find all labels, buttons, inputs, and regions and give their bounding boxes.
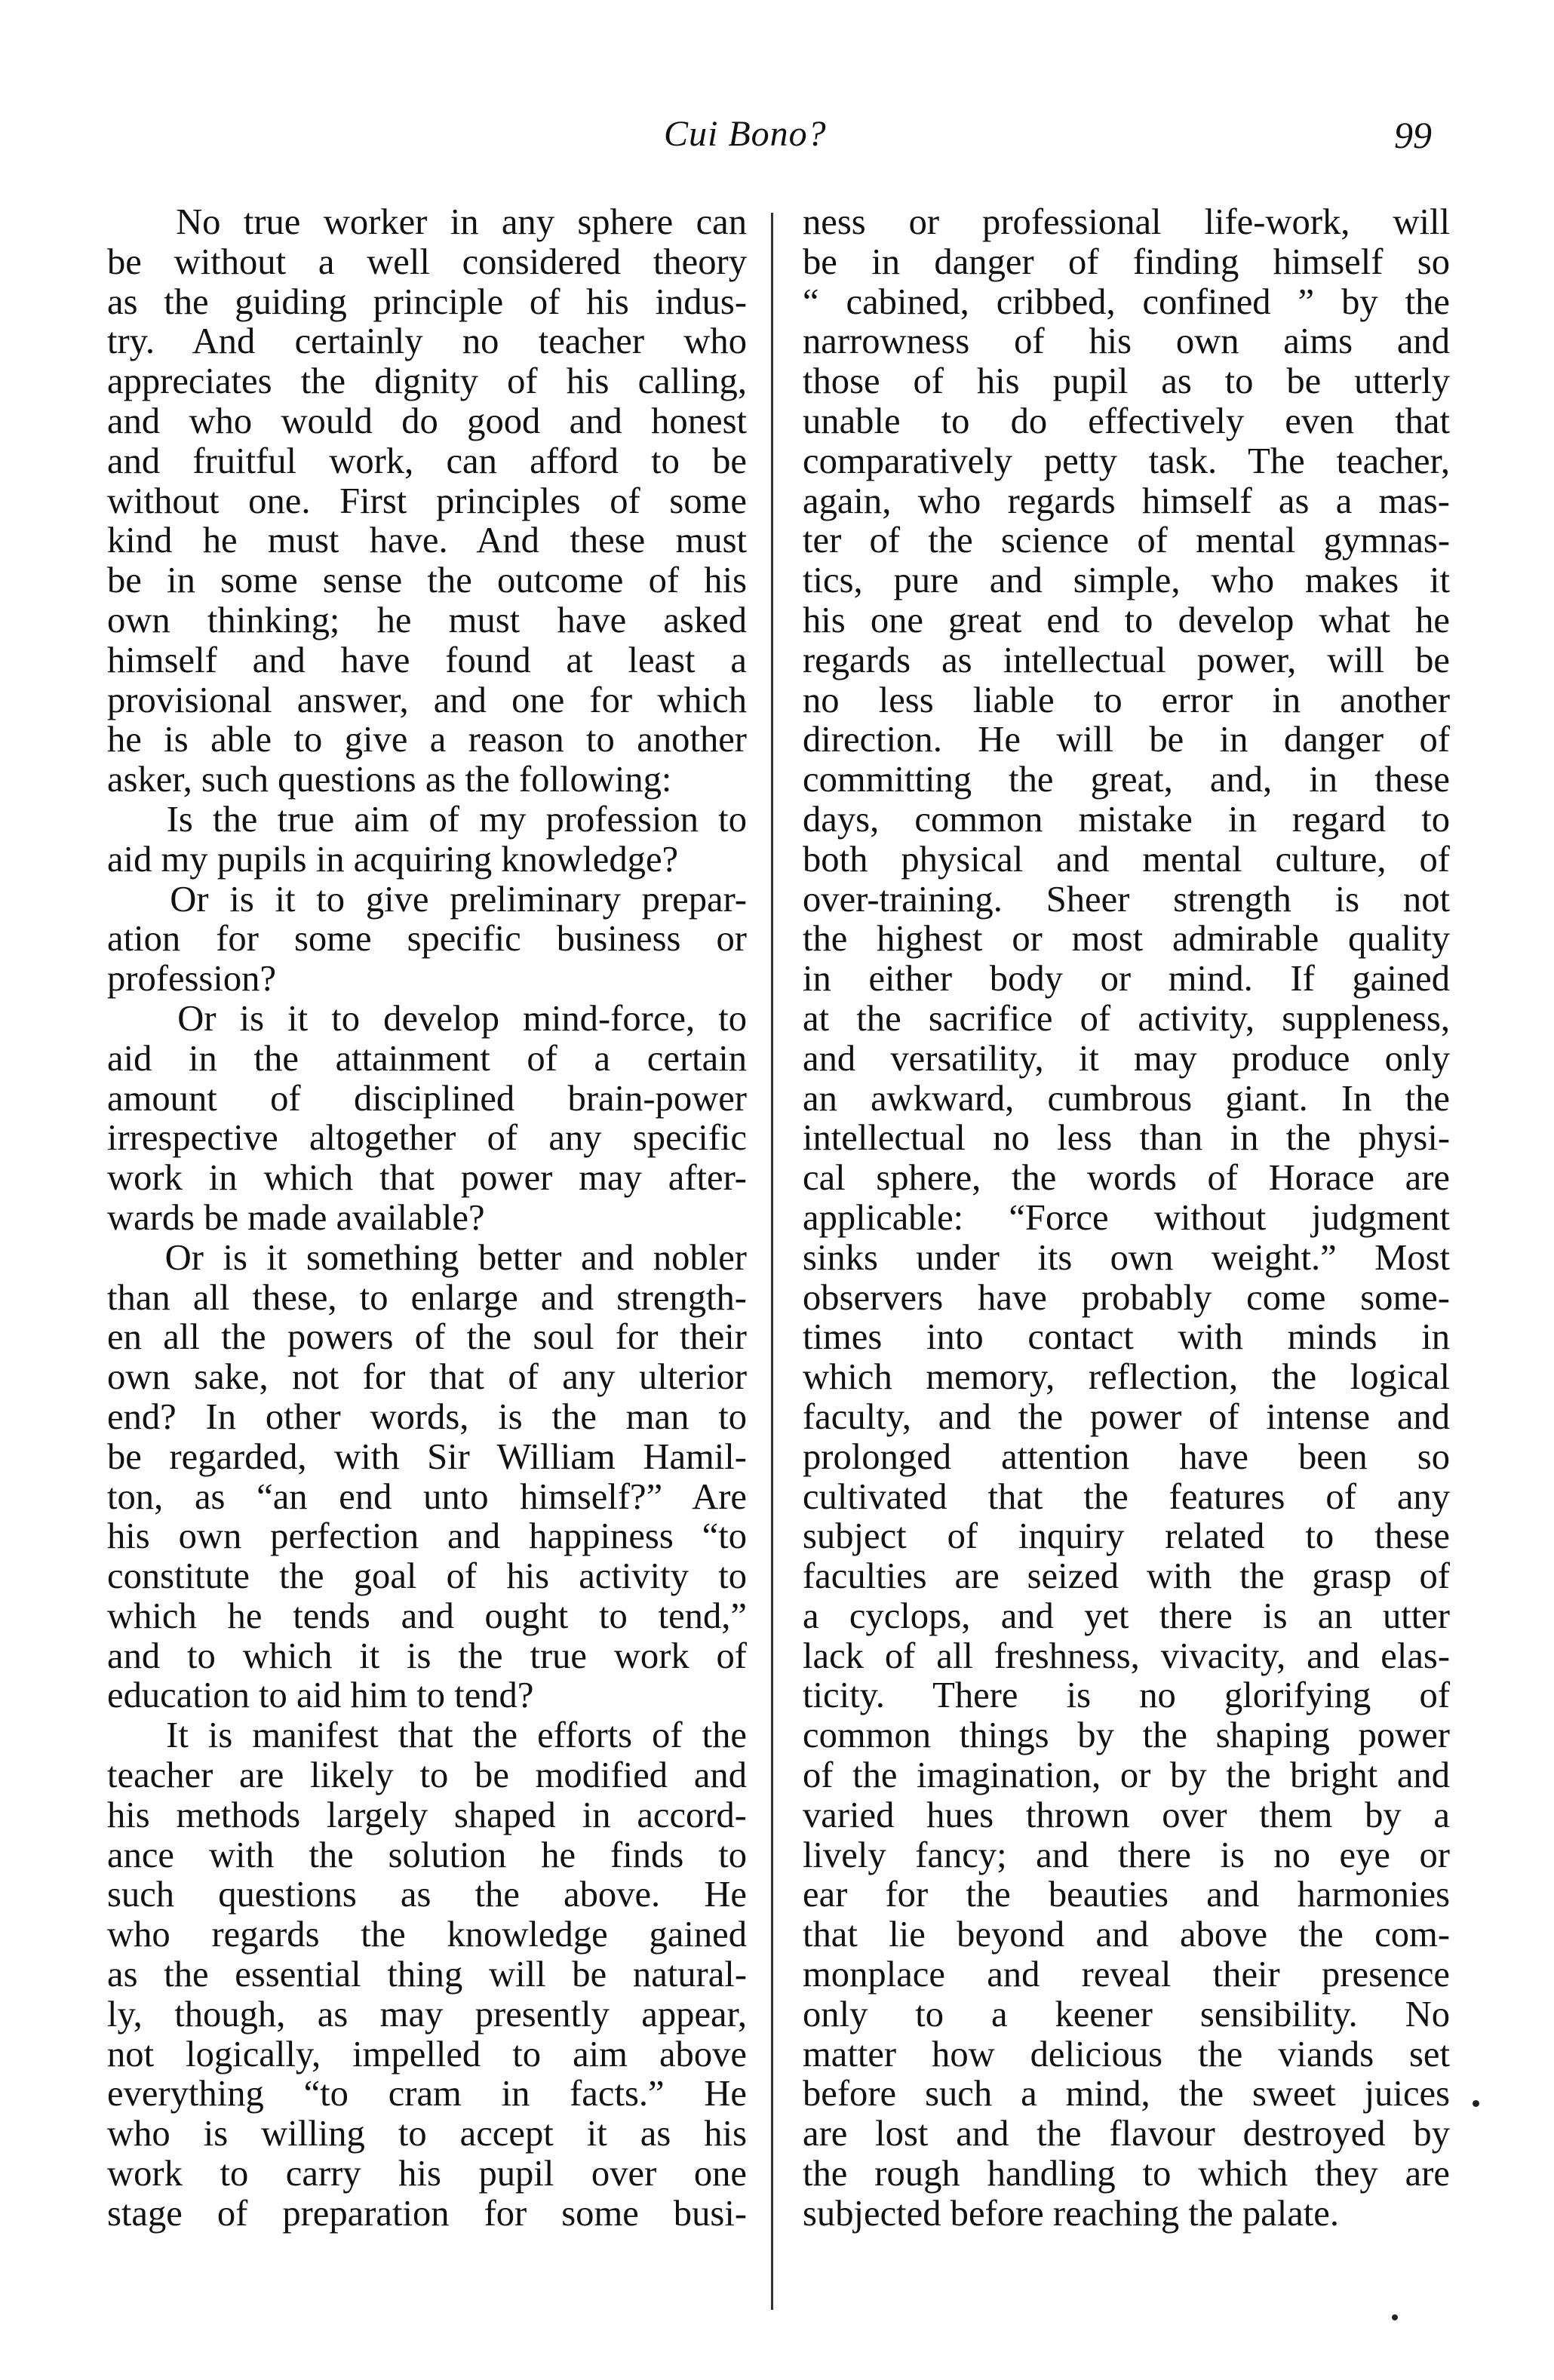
text-line: ter of the science of mental gymnas-: [803, 520, 1450, 561]
text-line: a cyclops, and yet there is an utter: [803, 1595, 1450, 1636]
text-line: lack of all freshness, vivacity, and elas-: [803, 1635, 1450, 1676]
text-line: over-training. Sheer strength is not: [803, 878, 1450, 920]
text-line: who regards the knowledge gained: [107, 1914, 747, 1955]
text-line: Or is it something better and nobler: [107, 1236, 747, 1278]
print-speck: [1473, 2100, 1479, 2107]
text-line: matter how delicious the viands set: [803, 2033, 1450, 2074]
running-title: Cui Bono?: [664, 114, 827, 154]
text-line: own thinking; he must have asked: [107, 599, 747, 640]
text-line: as the essential thing will be natural-: [107, 1954, 747, 1995]
text-line: profession?: [107, 958, 277, 1000]
text-line: observers have probably come some-: [803, 1276, 1450, 1318]
print-speck: [1392, 2314, 1398, 2320]
text-line: ly, though, as may presently appear,: [107, 1993, 747, 2035]
text-line: not logically, impelled to aim above: [107, 2033, 747, 2074]
text-line: before such a mind, the sweet juices: [803, 2073, 1450, 2114]
text-line: as the guiding principle of his indus-: [107, 281, 747, 322]
text-line: work to carry his pupil over one: [107, 2153, 747, 2194]
left-column: [107, 202, 747, 2234]
text-line: ation for some specific business or: [107, 918, 747, 960]
text-line: and fruitful work, can afford to be: [107, 440, 747, 481]
text-line: sinks under its own weight.” Most: [803, 1236, 1450, 1278]
text-line: “ cabined, cribbed, confined ” by the: [803, 281, 1450, 322]
text-line: irrespective altogether of any specific: [107, 1117, 747, 1159]
text-line: be in some sense the outcome of his: [107, 560, 747, 601]
text-line: which memory, reflection, the logical: [803, 1356, 1450, 1398]
text-line: amount of disciplined brain-power: [107, 1077, 747, 1119]
text-line: everything “to cram in facts.” He: [107, 2073, 747, 2114]
text-line: his methods largely shaped in accord-: [107, 1794, 747, 1835]
text-line: constitute the goal of his activity to: [107, 1555, 747, 1597]
text-line: be regarded, with Sir William Hamil-: [107, 1436, 747, 1477]
text-line: ance with the solution he finds to: [107, 1834, 747, 1875]
text-line: he is able to give a reason to another: [107, 719, 747, 760]
text-line: end? In other words, is the man to: [107, 1396, 747, 1437]
text-line: at the sacrifice of activity, suppleness,: [803, 997, 1450, 1039]
text-line: times into contact with minds in: [803, 1316, 1450, 1358]
text-line: of the imagination, or by the bright and: [803, 1755, 1450, 1796]
text-line: his own perfection and happiness “to: [107, 1516, 747, 1557]
text-line: those of his pupil as to be utterly: [803, 361, 1450, 402]
text-line: which he tends and ought to tend,”: [107, 1595, 747, 1636]
text-line: lively fancy; and there is no eye or: [803, 1834, 1450, 1875]
text-line: cultivated that the features of any: [803, 1476, 1450, 1517]
text-line: faculties are seized with the grasp of: [803, 1555, 1450, 1597]
text-line: that lie beyond and above the com-: [803, 1914, 1450, 1955]
right-column: [803, 202, 1450, 2234]
text-line: narrowness of his own aims and: [803, 321, 1450, 362]
text-line: cal sphere, the words of Horace are: [803, 1157, 1450, 1199]
text-line: work in which that power may after-: [107, 1157, 747, 1199]
text-line: aid my pupils in acquiring knowledge?: [107, 838, 679, 880]
text-line: en all the powers of the soul for their: [107, 1316, 747, 1358]
text-line: wards be made available?: [107, 1196, 485, 1238]
text-line: without one. First principles of some: [107, 480, 747, 521]
text-line: asker, such questions as the following:: [107, 759, 672, 800]
text-line: committing the great, and, in these: [803, 759, 1450, 800]
text-line: no less liable to error in another: [803, 679, 1450, 720]
text-line: his one great end to develop what he: [803, 599, 1450, 640]
text-line: Is the true aim of my profession to: [107, 798, 747, 840]
running-header: [0, 113, 1554, 174]
text-line: be without a well considered theory: [107, 241, 747, 282]
text-line: in either body or mind. If gained: [803, 958, 1450, 1000]
text-line: regards as intellectual power, will be: [803, 639, 1450, 680]
text-line: Or is it to give preliminary prepar-: [107, 878, 747, 920]
text-line: both physical and mental culture, of: [803, 838, 1450, 880]
text-line: an awkward, cumbrous giant. In the: [803, 1077, 1450, 1119]
text-line: than all these, to enlarge and strength-: [107, 1276, 747, 1318]
text-line: education to aid him to tend?: [107, 1675, 534, 1716]
text-line: prolonged attention have been so: [803, 1436, 1450, 1477]
text-line: try. And certainly no teacher who: [107, 321, 747, 362]
text-line: provisional answer, and one for which: [107, 679, 747, 720]
text-line: appreciates the dignity of his calling,: [107, 361, 747, 402]
text-line: and to which it is the true work of: [107, 1635, 747, 1676]
text-line: own sake, not for that of any ulterior: [107, 1356, 747, 1398]
text-line: tics, pure and simple, who makes it: [803, 560, 1450, 601]
text-line: stage of preparation for some busi-: [107, 2192, 747, 2234]
text-line: comparatively petty task. The teacher,: [803, 440, 1450, 481]
text-line: ear for the beauties and harmonies: [803, 1874, 1450, 1915]
text-line: ton, as “an end unto himself?” Are: [107, 1476, 747, 1517]
text-line: such questions as the above. He: [107, 1874, 747, 1915]
text-line: are lost and the flavour destroyed by: [803, 2113, 1450, 2154]
text-line: days, common mistake in regard to: [803, 798, 1450, 840]
text-line: subject of inquiry related to these: [803, 1516, 1450, 1557]
text-line: common things by the shaping power: [803, 1715, 1450, 1756]
text-line: the highest or most admirable quality: [803, 918, 1450, 960]
text-line: teacher are likely to be modified and: [107, 1755, 747, 1796]
text-line: be in danger of finding himself so: [803, 241, 1450, 282]
text-line: It is manifest that the efforts of the: [107, 1715, 747, 1756]
text-line: direction. He will be in danger of: [803, 719, 1450, 760]
text-line: again, who regards himself as a mas-: [803, 480, 1450, 521]
text-line: and versatility, it may produce only: [803, 1037, 1450, 1079]
text-line: monplace and reveal their presence: [803, 1954, 1450, 1995]
text-line: faculty, and the power of intense and: [803, 1396, 1450, 1437]
text-line: intellectual no less than in the physi-: [803, 1117, 1450, 1159]
text-line: kind he must have. And these must: [107, 520, 747, 561]
text-line: and who would do good and honest: [107, 400, 747, 441]
text-line: ticity. There is no glorifying of: [803, 1675, 1450, 1716]
page-number: 99: [1394, 114, 1432, 156]
text-line: ness or professional life-work, will: [803, 201, 1450, 242]
text-line: himself and have found at least a: [107, 639, 747, 680]
text-line: only to a keener sensibility. No: [803, 1993, 1450, 2035]
text-line: aid in the attainment of a certain: [107, 1037, 747, 1079]
text-line: No true worker in any sphere can: [107, 201, 747, 242]
text-line: unable to do effectively even that: [803, 400, 1450, 441]
text-line: Or is it to develop mind-force, to: [107, 997, 747, 1039]
text-line: varied hues thrown over them by a: [803, 1794, 1450, 1835]
column-divider: [771, 213, 773, 2310]
text-line: applicable: “Force without judgment: [803, 1196, 1450, 1238]
text-line: subjected before reaching the palate.: [803, 2192, 1339, 2234]
text-line: the rough handling to which they are: [803, 2153, 1450, 2194]
text-line: who is willing to accept it as his: [107, 2113, 747, 2154]
